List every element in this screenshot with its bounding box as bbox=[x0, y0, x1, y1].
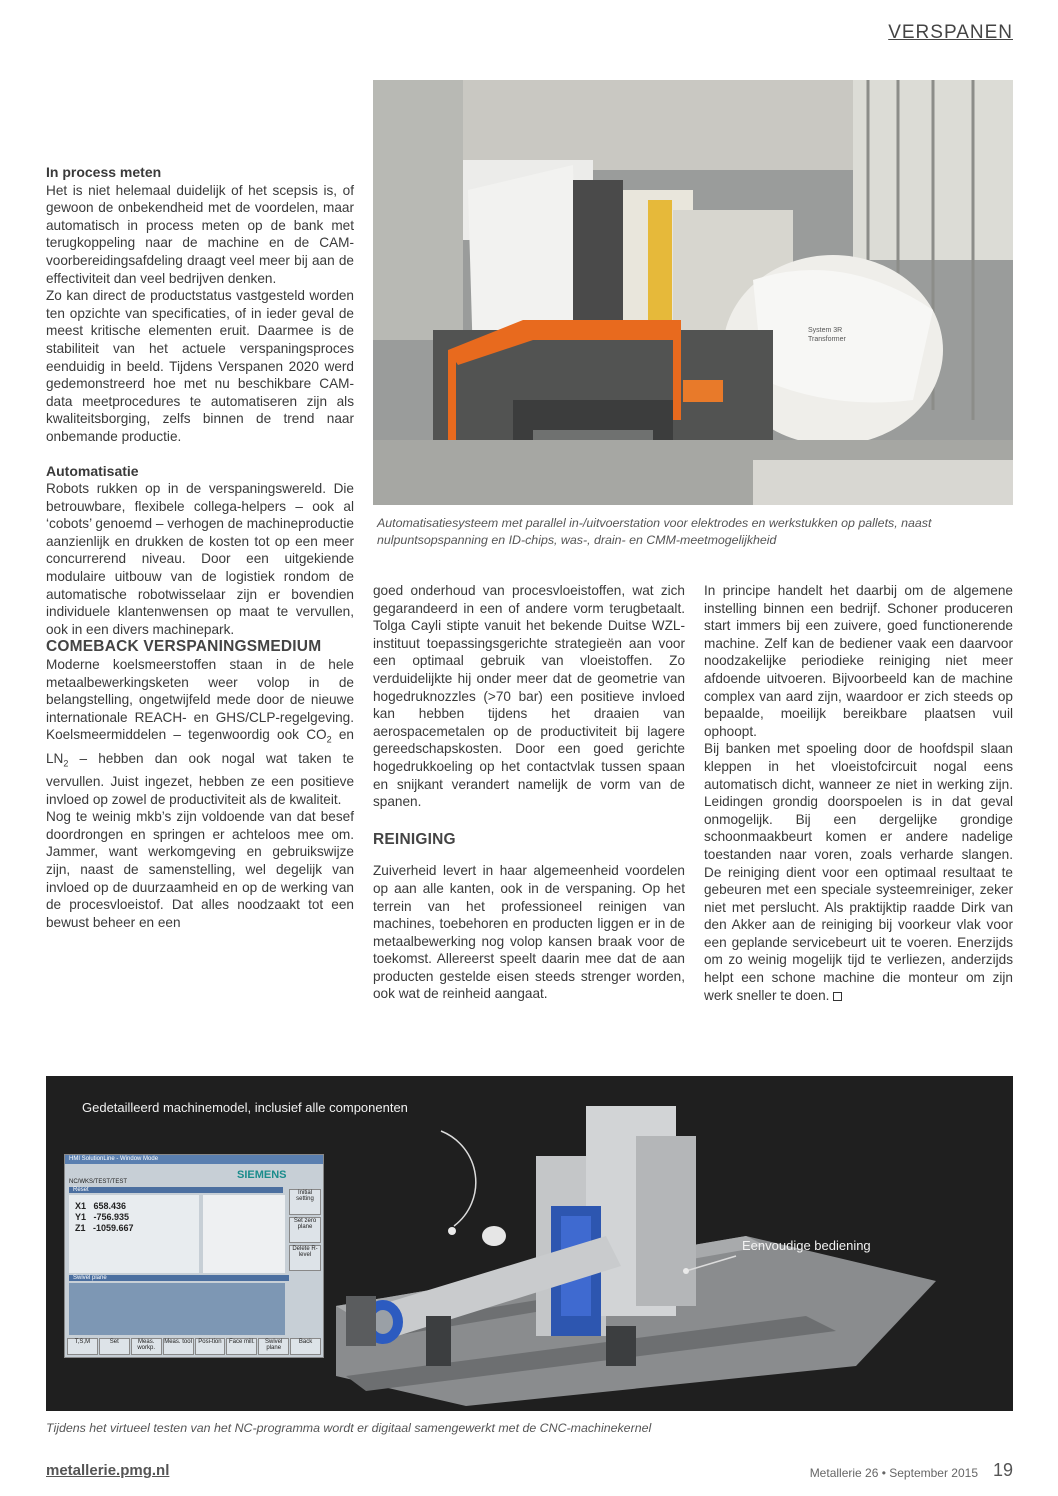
figure-label-top: Gedetailleerd machinemodel, inclusief alle componenten bbox=[82, 1100, 408, 1115]
paragraph: Zuiverheid levert in haar algemeenheid voordelen op aan alle kanten, ook in de verspaning. Op het terrein van het professioneel reinigen van machines, toebehoren en producten liggen er in de metaalbewerking nog volop kansen braak voor de toekomst. Allereerst speelt daarin mee dat de aan producten gestelde eisen steeds strenger worden, ook wat de reinheid aangaat. bbox=[373, 863, 685, 1002]
paragraph: goed onderhoud van procesvloeistoffen, wat zich gegarandeerd in een of andere vorm terugbetaalt. Tolga Cayli stipte vanuit het bekende Duitse WZL-instituut toepassingsgerichte strategieën aan voor een optimaal gebruik van vloeistoffen. Zo verduidelijkte hij onder meer dat de geometrie van hogedruknozzles (>70 bar) een positieve invloed kan hebben tijdens het draaien van aerospacemetalen op de productiviteit bij lagere gereedschapskosten. Door een goed gerichte hogedrukkoeling op het contactvlak tussen spaan en snijkant verandert namelijk de vorm van de spanen. bbox=[373, 583, 685, 810]
footer-issue: Metallerie 26 • September 2015 bbox=[809, 1466, 978, 1480]
hmi-axis-row bbox=[69, 1195, 199, 1212]
figure-label-right: Eenvoudige bediening bbox=[742, 1238, 871, 1253]
hmi-softkey[interactable]: T,S,M bbox=[67, 1338, 98, 1355]
subheading-automatisatie: Automatisatie bbox=[46, 462, 139, 479]
hmi-swivel-header: Swivel plane bbox=[69, 1275, 289, 1281]
footer-site-link[interactable]: metallerie.pmg.nl bbox=[46, 1462, 170, 1479]
hmi-axis-name: Y1 bbox=[75, 1212, 87, 1222]
hmi-axes-panel bbox=[69, 1195, 199, 1273]
hmi-side-button[interactable]: Set zero plane bbox=[289, 1217, 321, 1243]
hmi-swivel-panel bbox=[69, 1283, 285, 1335]
hmi-reset: Reset bbox=[69, 1187, 283, 1193]
hmi-screen bbox=[64, 1154, 324, 1358]
paragraph: Het is niet helemaal duidelijk of het scepsis is, of gewoon de onbekendheid met de voordelen, maar automatisch in process meten op de bank met terugkoppeling naar de machine en de CAM-voorbereidingsafdeling draagt veel meer bij aan de effectiviteit dan veel bedrijven denken. bbox=[46, 182, 354, 286]
section-tag: VERSPANEN bbox=[888, 22, 1013, 43]
hmi-softkey[interactable]: Set bbox=[99, 1338, 130, 1355]
automation-photo bbox=[373, 80, 1013, 505]
paragraph: Nog te weinig mkb’s zijn voldoende van dat besef doordrongen en springen er achteloos mee om. Jammer, want werkomgeving en gebruikswijze zijn, naast de samenstelling, wel degelijk van invloed op de duurzaamheid en op de werking van de procesvloeistof. Dat alles noodzaakt tot een bewust beheer en een bbox=[46, 809, 354, 930]
hmi-axis-value: -1059.667 bbox=[93, 1223, 134, 1233]
hmi-brand: SIEMENS bbox=[237, 1169, 287, 1181]
hmi-side-button[interactable]: Delete R-level bbox=[289, 1245, 321, 1271]
hmi-softkey[interactable]: Swivel plane bbox=[258, 1338, 289, 1355]
hmi-axis-row bbox=[69, 1223, 199, 1234]
text-run: Bij banken met spoeling door de hoofdspil slaan kleppen in het vloeistofcircuit nogal eens automatisch dicht, wanneer ze niet in werking zijn. Leidingen grondig doorspoelen is in dat geval onmogelijk. Bij een dergelijke grondige schoonmaakbeurt komen er andere nadelige toestanden naar voren, zoals verharde slangen. De reiniging dient voor een optimaal resultaat te gebeuren met een speciale systeemreiniger, zeker niet met perslucht. Als praktijktip raadde Dirk van den Akker aan de reiniging bij voorkeur vlak voor een geplande servicebeurt uit te voeren. Enerzijds om zo weinig mogelijk tijd te verliezen, anderzijds helpt een schone machine die monteur om zijn werk sneller te doen. bbox=[704, 741, 1013, 1003]
hmi-softkey-bar bbox=[67, 1338, 321, 1355]
hmi-axis-value: 658.436 bbox=[93, 1201, 127, 1211]
hmi-window-title: HMI SolutionLine - Window Mode bbox=[65, 1155, 323, 1164]
subscript: 2 bbox=[326, 735, 332, 746]
hmi-softkey[interactable]: Posi-tion bbox=[195, 1338, 226, 1355]
hmi-softkey[interactable]: Meas. tool bbox=[163, 1338, 194, 1355]
hmi-softkey[interactable]: Face mill. bbox=[226, 1338, 257, 1355]
text-run: Moderne koelsmeerstoffen staan in de hele metaalbewerkingsketen weer volop in de belangstelling, ongetwijfeld mede door de nieuwe internationale REACH- en GHS/CLP-regelgeving. Koelsmeermiddelen – tegenwoordig ook CO bbox=[46, 657, 354, 743]
paragraph: In principe handelt het daarbij om de algemene instelling binnen een bedrijf. Schoner produceren start immers bij een zuivere, goed functionerende machine. Zelf kan de bediener vaak een daarvoor noodzakelijke periodieke reiniging niet meer afdoende uitvoeren. Bijvoorbeeld kan de machine complex van aard zijn, waardoor er zich steeds op bepaalde, moeilijk bereikbare plaatsen vuil ophoopt. bbox=[704, 583, 1013, 739]
heading-reiniging: REINIGING bbox=[373, 830, 456, 848]
automation-photo-illustration bbox=[373, 80, 1013, 505]
hmi-softkey[interactable]: Back bbox=[290, 1338, 321, 1355]
paragraph: Robots rukken op in de verspaningswereld. Die betrouwbare, flexibele collega-helpers – ook al ‘cobots’ genoemd – verhogen de machineproductie aanzienlijk en drukken de kosten tot op een meer concurrerend niveau. Door een uitgekiende modulaire uitbouw van de logistiek rondom de automatische robotwisselaar zijn er bovendien individuele klantenwensen op maat te vervullen, ook in een divers machinepark. bbox=[46, 481, 354, 637]
hmi-path: NC/WKS/TEST/TEST bbox=[69, 1179, 128, 1185]
hmi-axis-name: X1 bbox=[75, 1201, 87, 1211]
text-run: en LN bbox=[46, 727, 354, 766]
end-mark-icon bbox=[833, 992, 842, 1001]
figure-caption: Tijdens het virtueel testen van het NC-programma wordt er digitaal samengewerkt met de CNC-machinekernel bbox=[46, 1421, 652, 1435]
hmi-axis-row bbox=[69, 1212, 199, 1223]
column-3 bbox=[704, 582, 1013, 1004]
photo-caption: Automatisatiesysteem met parallel in-/uitvoerstation voor elektrodes en werkstukken op pallets, naast nulpuntsopspanning en ID-chips, was-, drain- en CMM-meetmogelijkheid bbox=[377, 516, 932, 547]
text-run: – hebben dan ook nogal wat taken te vervullen. Juist ingezet, hebben ze een positieve invloed op zowel de productiviteit als de kwaliteit. bbox=[46, 750, 354, 807]
machine-model-figure bbox=[46, 1076, 1013, 1411]
subscript: 2 bbox=[63, 758, 69, 769]
paragraph bbox=[46, 656, 354, 808]
column-2 bbox=[373, 582, 685, 1003]
hmi-axis-value: -756.935 bbox=[93, 1212, 130, 1222]
paragraph bbox=[704, 740, 1013, 1004]
paragraph: Zo kan direct de productstatus vastgesteld worden ten opzichte van specificaties, of in ieder geval de meest kritische elementen eruit. Daarmee is de stabiliteit van het actuele verspaningsproces eenduidig in beeld. Tijdens Verspanen 2020 werd gedemonstreerd hoe met nu beschikbare CAM-data meetprocedures te automatiseren zijn als kwaliteitsborging, zelfs binnen de trend naar onbemande productie. bbox=[46, 288, 354, 444]
column-1 bbox=[46, 164, 354, 931]
hmi-side-button[interactable]: Initial setting bbox=[289, 1189, 321, 1215]
subheading-in-process-meten: In process meten bbox=[46, 164, 162, 180]
hmi-axis-name: Z1 bbox=[75, 1223, 86, 1233]
machine-text-1: System 3R bbox=[808, 327, 843, 334]
machine-text-2: Transformer bbox=[808, 336, 846, 343]
heading-comeback-verspaningsmedium: COMEBACK VERSPANINGSMEDIUM bbox=[46, 638, 322, 656]
page-number: 19 bbox=[992, 1460, 1013, 1480]
hmi-softkey[interactable]: Meas. workp. bbox=[131, 1338, 162, 1355]
hmi-side-buttons bbox=[289, 1189, 321, 1271]
hmi-status-panel bbox=[203, 1195, 285, 1273]
